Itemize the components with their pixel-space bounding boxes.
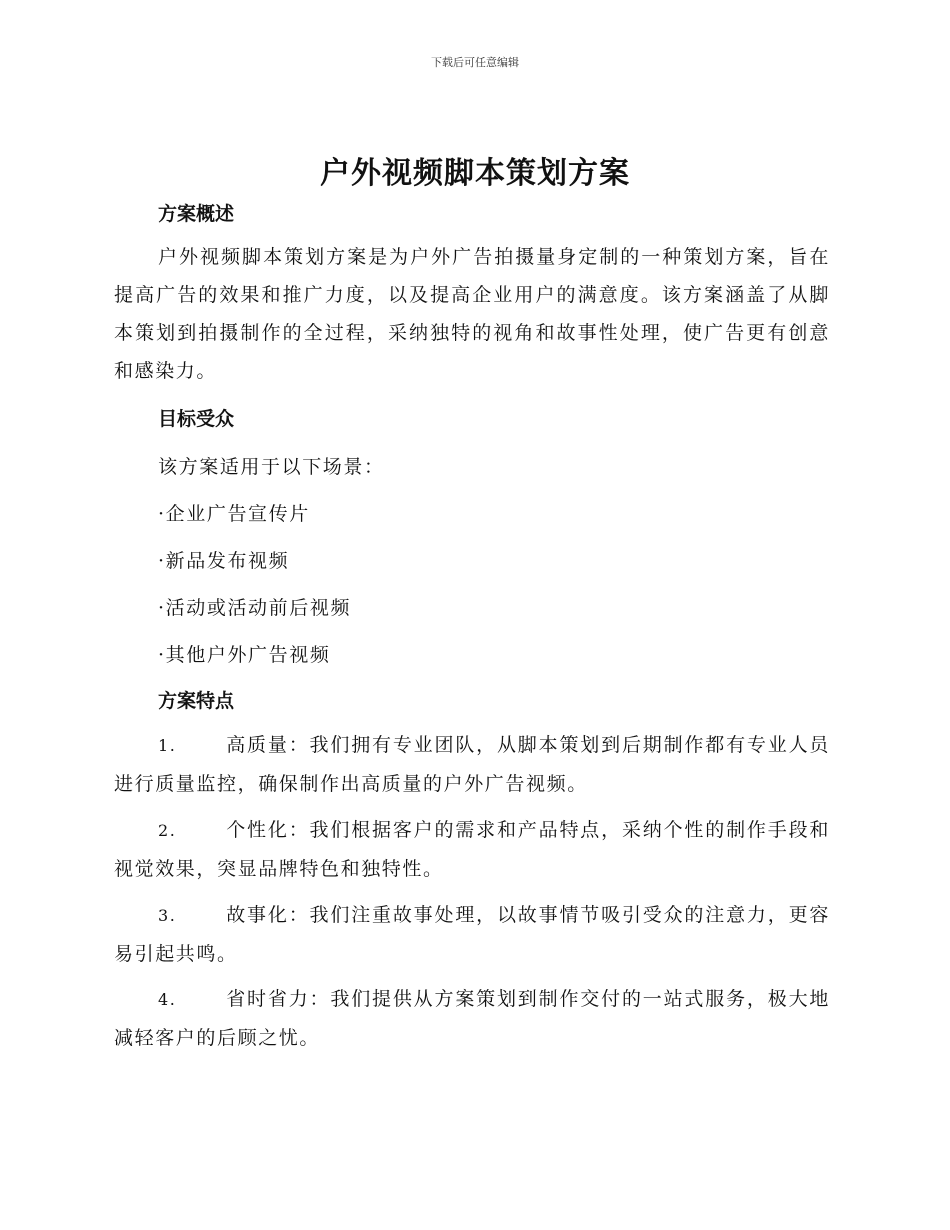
feature-number: 3. [158, 906, 177, 925]
feature-number: 2. [158, 821, 177, 840]
list-item: ·活动或活动前后视频 [158, 597, 352, 619]
feature-text: 省时省力：我们提供从方案策划到制作交付的一站式服务，极大地减轻客户的后顾之忧。 [114, 988, 830, 1049]
feature-text: 个性化：我们根据客户的需求和产品特点，采纳个性的制作手段和视觉效果，突显品牌特色和独特性。 [114, 819, 830, 880]
feature-text: 故事化：我们注重故事处理，以故事情节吸引受众的注意力，更容易引起共鸣。 [114, 904, 830, 965]
feature-number: 1. [158, 736, 177, 755]
feature-item [114, 726, 830, 803]
feature-number: 4. [158, 990, 177, 1009]
overview-paragraph: 户外视频脚本策划方案是为户外广告拍摄量身定制的一种策划方案，旨在提高广告的效果和推广力度，以及提高企业用户的满意度。该方案涵盖了从脚本策划到拍摄制作的全过程，采纳独特的视角和故事性处理，使广告更有创意和感染力。 [114, 246, 830, 382]
list-item: ·企业广告宣传片 [158, 503, 310, 525]
list-item: ·其他户外广告视频 [158, 644, 331, 666]
document-title: 户外视频脚本策划方案 [320, 156, 630, 191]
header-note: 下载后可任意编辑 [431, 56, 519, 69]
feature-item [114, 811, 830, 888]
feature-text: 高质量：我们拥有专业团队，从脚本策划到后期制作都有专业人员进行质量监控，确保制作出高质量的户外广告视频。 [114, 734, 830, 795]
list-item: ·新品发布视频 [158, 550, 290, 572]
feature-item [114, 980, 830, 1057]
section-heading-features: 方案特点 [158, 690, 235, 712]
section-heading-audience: 目标受众 [158, 408, 235, 430]
section-heading-overview: 方案概述 [158, 203, 235, 225]
feature-item [114, 896, 830, 973]
audience-intro: 该方案适用于以下场景： [158, 456, 385, 478]
